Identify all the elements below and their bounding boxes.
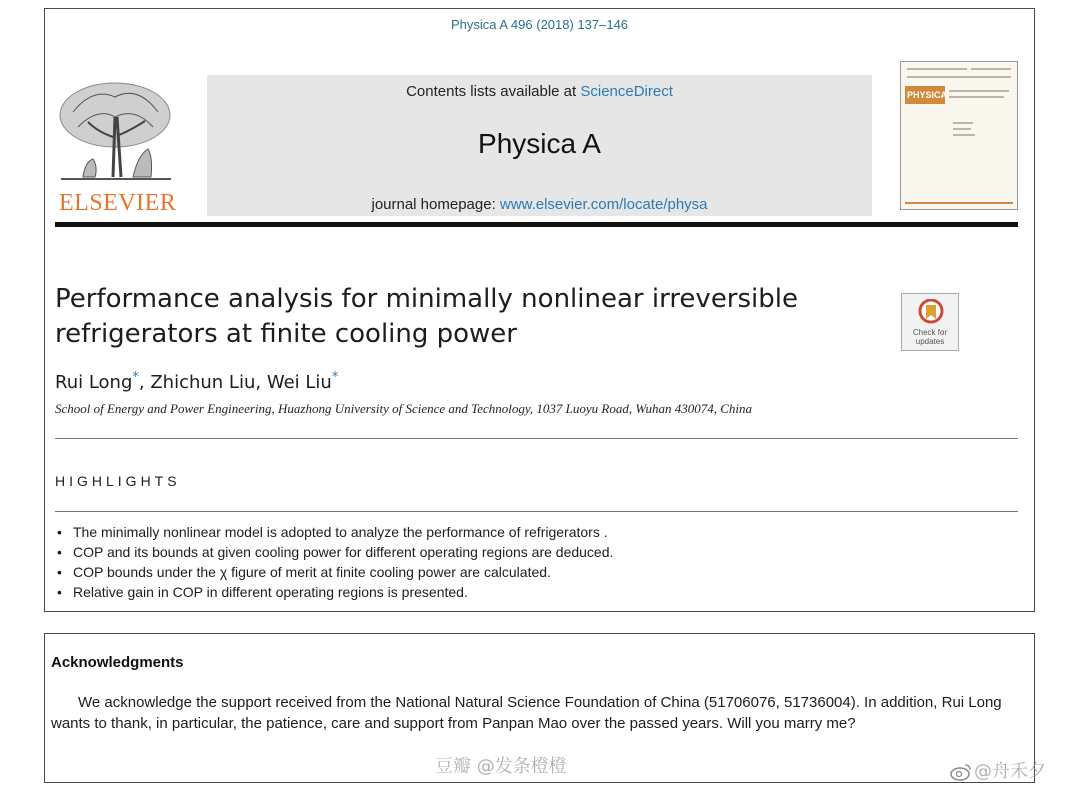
bookmark-icon	[918, 299, 944, 327]
highlights-heading: HIGHLIGHTS	[55, 473, 181, 489]
list-item: • COP and its bounds at given cooling power for different operating regions are deduced.	[55, 542, 613, 562]
sciencedirect-link[interactable]: ScienceDirect	[580, 83, 673, 100]
homepage-prefix: journal homepage:	[371, 196, 500, 213]
list-item: • COP bounds under the χ figure of merit at finite cooling power are calculated.	[55, 562, 613, 582]
journal-header-box	[207, 75, 872, 216]
journal-cover-thumbnail	[900, 61, 1018, 210]
weibo-watermark	[950, 757, 1046, 783]
journal-citation: Physica A 496 (2018) 137–146	[450, 17, 629, 32]
list-item: • The minimally nonlinear model is adopted to analyze the performance of refrigerators .	[55, 522, 613, 542]
corresponding-author-mark[interactable]: *	[132, 370, 139, 385]
section-divider	[55, 438, 1018, 439]
check-for-updates-badge[interactable]	[901, 293, 959, 351]
acknowledgments-heading: Acknowledgments	[51, 654, 184, 671]
elsevier-logo	[53, 77, 178, 217]
author-name[interactable]: Zhichun Liu	[150, 372, 256, 393]
section-divider	[55, 511, 1018, 512]
journal-homepage-link[interactable]: www.elsevier.com/locate/physa	[499, 196, 708, 213]
list-item: • Relative gain in COP in different operating regions is presented.	[55, 582, 613, 602]
author-affiliation: School of Energy and Power Engineering, Huazhong University of Science and Technology, 1037 Luoyu Road, Wuhan 430074, China	[55, 401, 752, 416]
cover-title: PHYSICA	[905, 86, 945, 104]
check-for-updates-label: Check for updates	[912, 328, 948, 346]
elsevier-wordmark: ELSEVIER	[59, 190, 177, 216]
elsevier-tree-icon	[53, 77, 178, 187]
weibo-handle: @舟禾夕	[974, 761, 1046, 782]
author-name[interactable]: Rui Long	[55, 372, 133, 393]
header-rule	[55, 222, 1018, 227]
contents-available-line	[207, 83, 872, 100]
journal-name: Physica A	[478, 128, 601, 159]
weibo-logo-icon	[950, 763, 972, 781]
author-name[interactable]: Wei Liu	[266, 372, 332, 393]
author-separator: ,	[138, 372, 151, 393]
contents-prefix: Contents lists available at	[406, 83, 581, 100]
journal-homepage-line	[207, 196, 872, 213]
author-separator: ,	[255, 372, 267, 393]
author-list	[55, 370, 338, 393]
highlights-list	[55, 522, 613, 602]
acknowledgments-text: We acknowledge the support received from the National Natural Science Foundation of China (51706076, 51736004). In addition, Rui Long wants to thank, in particular, the patience, care and support from Panpan Mao over the passed years. Will you marry me?	[51, 694, 1002, 732]
article-front-matter	[44, 8, 1035, 612]
article-title: Performance analysis for minimally nonlinear irreversible refrigerators at finite cooling power	[55, 284, 798, 349]
corresponding-author-mark[interactable]: *	[331, 370, 339, 385]
douban-watermark: 豆瓣 @发条橙橙	[435, 756, 567, 777]
